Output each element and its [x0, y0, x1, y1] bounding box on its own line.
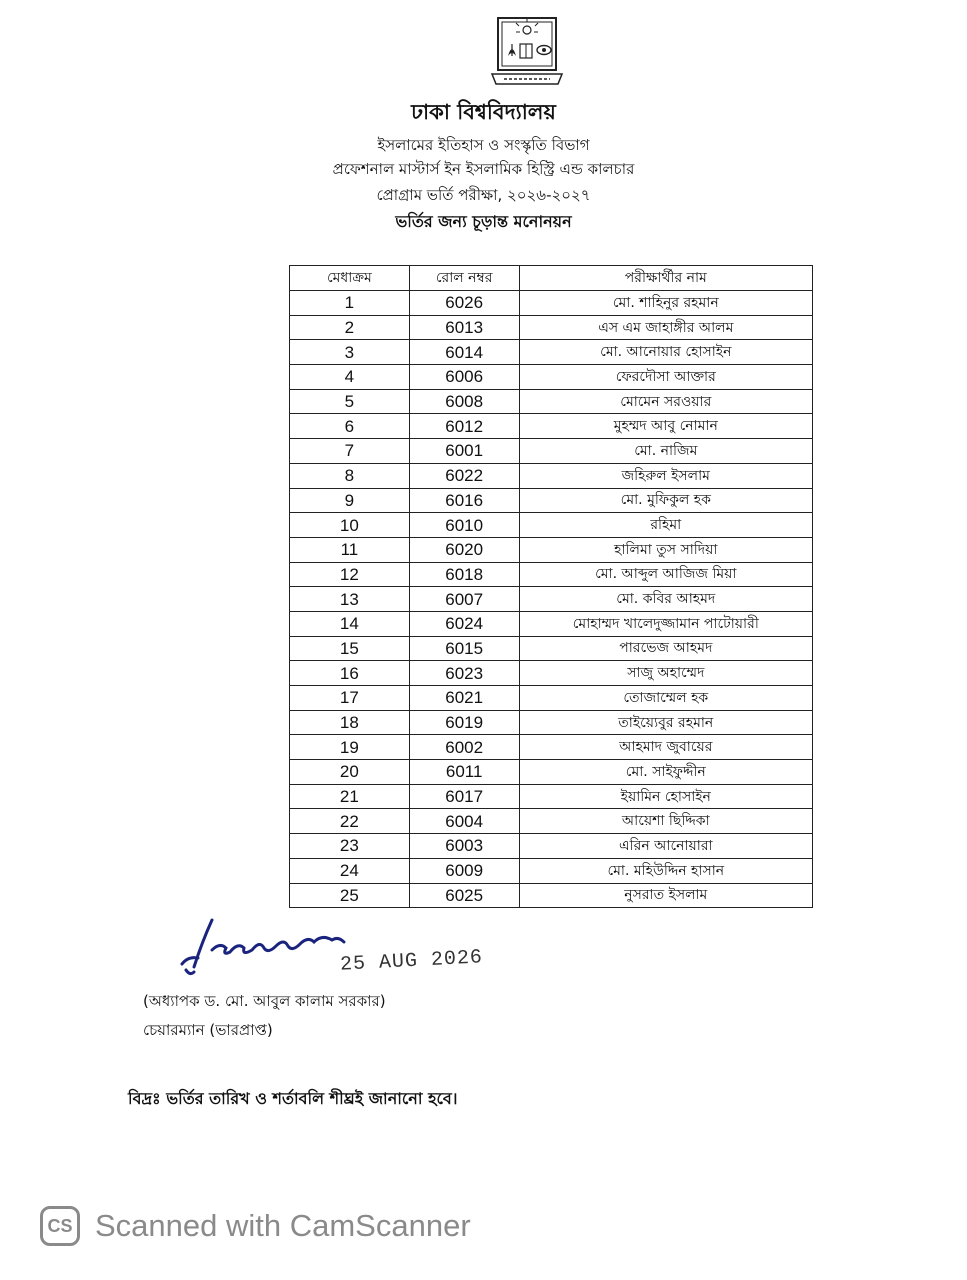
column-header-name: পরীক্ষার্থীর নাম	[519, 266, 812, 291]
table-row	[290, 389, 813, 414]
table-row	[290, 710, 813, 735]
camscanner-logo-icon: CS	[40, 1206, 80, 1246]
cell-name: হালিমা তুস সাদিয়া	[519, 537, 812, 562]
cell-name: মুহম্মদ আবু নোমান	[519, 414, 812, 439]
cell-name: মো. মুফিকুল হক	[519, 488, 812, 513]
cell-rank: 1	[290, 291, 410, 316]
table-row	[290, 439, 813, 464]
university-seal-icon	[490, 8, 564, 88]
cell-rank: 18	[290, 710, 410, 735]
table-row	[290, 784, 813, 809]
cell-rank: 2	[290, 315, 410, 340]
cell-name: মোহাম্মদ খালেদুজ্জামান পাটোয়ারী	[519, 611, 812, 636]
table-row	[290, 686, 813, 711]
table-row	[290, 365, 813, 390]
cell-rank: 21	[290, 784, 410, 809]
cell-name: মো. আনোয়ার হোসাইন	[519, 340, 812, 365]
table-row	[290, 858, 813, 883]
cell-roll: 6006	[409, 365, 519, 390]
table-row	[290, 760, 813, 785]
table-row	[290, 315, 813, 340]
cell-name: জহিরুল ইসলাম	[519, 463, 812, 488]
cell-name: এস এম জাহাঙ্গীর আলম	[519, 315, 812, 340]
cell-rank: 14	[290, 611, 410, 636]
cell-rank: 10	[290, 513, 410, 538]
department-name: ইসলামের ইতিহাস ও সংস্কৃতি বিভাগ	[377, 136, 590, 154]
cell-name: আহমাদ জুবায়ের	[519, 735, 812, 760]
cell-roll: 6011	[409, 760, 519, 785]
cell-name: তাইয়্যেবুর রহমান	[519, 710, 812, 735]
table-header-row	[290, 266, 813, 291]
signer-name: (অধ্যাপক ড. মো. আবুল কালাম সরকার)	[143, 992, 386, 1010]
program-name: প্রফেশনাল মাস্টার্স ইন ইসলামিক হিস্ট্রি এন্ড কালচার	[332, 160, 635, 178]
cell-roll: 6008	[409, 389, 519, 414]
cell-roll: 6020	[409, 537, 519, 562]
cell-roll: 6013	[409, 315, 519, 340]
cell-roll: 6001	[409, 439, 519, 464]
document-subtitle: ভর্তির জন্য চূড়ান্ত মনোনয়ন	[395, 212, 572, 231]
cell-name: মো. শাহিনুর রহমান	[519, 291, 812, 316]
cell-rank: 11	[290, 537, 410, 562]
table-row	[290, 340, 813, 365]
cell-rank: 19	[290, 735, 410, 760]
cell-name: মোমেন সরওয়ার	[519, 389, 812, 414]
cell-name: মো. সাইফুদ্দীন	[519, 760, 812, 785]
cell-name: এরিন আনোয়ারা	[519, 834, 812, 859]
cell-rank: 16	[290, 661, 410, 686]
column-header-roll: রোল নম্বর	[409, 266, 519, 291]
table-row	[290, 809, 813, 834]
footnote: বিদ্রঃ ভর্তির তারিখ ও শর্তাবলি শীঘ্রই জানানো হবে।	[128, 1089, 458, 1108]
table-row	[290, 488, 813, 513]
cell-rank: 8	[290, 463, 410, 488]
signer-title: চেয়ারম্যান (ভারপ্রাপ্ত)	[143, 1021, 273, 1039]
cell-rank: 17	[290, 686, 410, 711]
table-row	[290, 587, 813, 612]
cell-roll: 6014	[409, 340, 519, 365]
column-header-rank: মেধাক্রম	[290, 266, 410, 291]
table-row	[290, 463, 813, 488]
table-row	[290, 414, 813, 439]
cell-name: নুসরাত ইসলাম	[519, 883, 812, 908]
cell-rank: 7	[290, 439, 410, 464]
cell-roll: 6018	[409, 562, 519, 587]
cell-name: মো. নাজিম	[519, 439, 812, 464]
cell-roll: 6007	[409, 587, 519, 612]
cell-name: মো. মহিউদ্দিন হাসান	[519, 858, 812, 883]
cell-rank: 22	[290, 809, 410, 834]
cell-rank: 6	[290, 414, 410, 439]
cell-name: পারভেজ আহমদ	[519, 636, 812, 661]
signature-mark	[172, 912, 352, 982]
cell-roll: 6009	[409, 858, 519, 883]
table-row	[290, 562, 813, 587]
cell-rank: 9	[290, 488, 410, 513]
cell-roll: 6024	[409, 611, 519, 636]
cell-roll: 6003	[409, 834, 519, 859]
cell-roll: 6017	[409, 784, 519, 809]
cell-rank: 4	[290, 365, 410, 390]
cell-roll: 6012	[409, 414, 519, 439]
cell-name: মো. আব্দুল আজিজ মিয়া	[519, 562, 812, 587]
cell-roll: 6022	[409, 463, 519, 488]
table-row	[290, 834, 813, 859]
date-stamp: 25 AUG 2026	[339, 946, 484, 977]
cell-name: ফেরদৌসা আক্তার	[519, 365, 812, 390]
table-row	[290, 537, 813, 562]
cell-rank: 25	[290, 883, 410, 908]
cell-rank: 13	[290, 587, 410, 612]
cell-name: আয়েশা ছিদ্দিকা	[519, 809, 812, 834]
table-row	[290, 513, 813, 538]
cell-roll: 6015	[409, 636, 519, 661]
cell-rank: 20	[290, 760, 410, 785]
cell-rank: 5	[290, 389, 410, 414]
cell-roll: 6019	[409, 710, 519, 735]
table-row	[290, 636, 813, 661]
cell-roll: 6023	[409, 661, 519, 686]
cell-name: সাজু অহাম্মেদ	[519, 661, 812, 686]
merit-list-table	[289, 265, 813, 908]
table-row	[290, 611, 813, 636]
table-row	[290, 291, 813, 316]
cell-roll: 6016	[409, 488, 519, 513]
cell-name: তোজাম্মেল হক	[519, 686, 812, 711]
cell-roll: 6021	[409, 686, 519, 711]
cell-rank: 24	[290, 858, 410, 883]
cell-roll: 6026	[409, 291, 519, 316]
cell-name: মো. কবির আহমদ	[519, 587, 812, 612]
cell-roll: 6004	[409, 809, 519, 834]
university-name: ঢাকা বিশ্ববিদ্যালয়	[411, 100, 556, 124]
cell-roll: 6025	[409, 883, 519, 908]
cell-rank: 23	[290, 834, 410, 859]
cell-rank: 12	[290, 562, 410, 587]
cell-rank: 3	[290, 340, 410, 365]
cell-roll: 6002	[409, 735, 519, 760]
table-row	[290, 883, 813, 908]
cell-name: রহিমা	[519, 513, 812, 538]
cell-name: ইয়ামিন হোসাইন	[519, 784, 812, 809]
table-row	[290, 661, 813, 686]
exam-title: প্রোগ্রাম ভর্তি পরীক্ষা, ২০২৬-২০২৭	[376, 186, 591, 204]
table-row	[290, 735, 813, 760]
cell-roll: 6010	[409, 513, 519, 538]
cell-rank: 15	[290, 636, 410, 661]
camscanner-watermark: Scanned with CamScanner	[95, 1208, 471, 1243]
